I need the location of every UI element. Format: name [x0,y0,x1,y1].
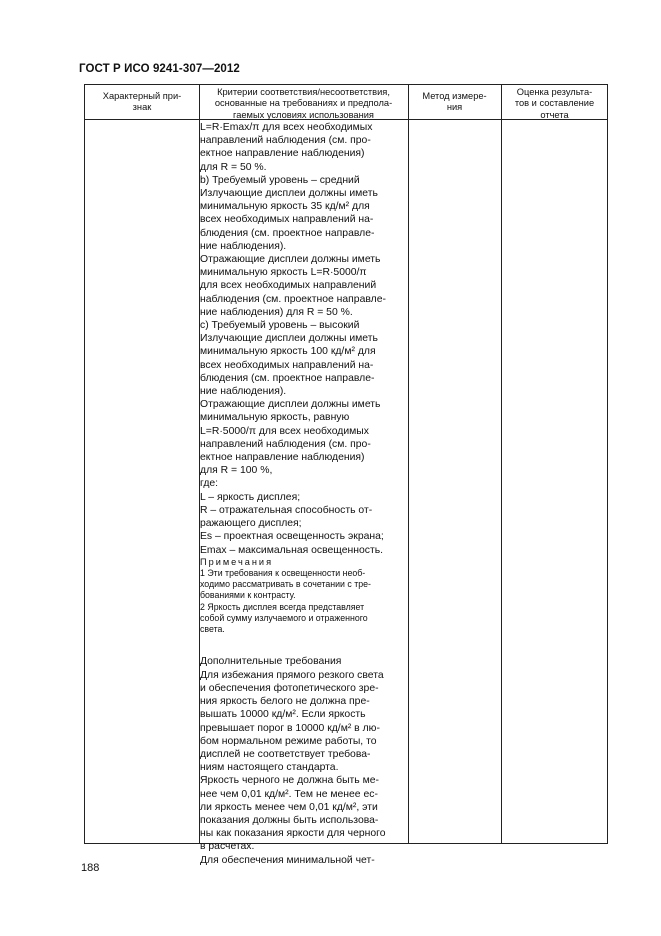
criteria-line: где: [200,478,219,490]
note-line: собой сумму излучаемого и отраженного [200,612,368,623]
criteria-line: для R = 50 %. [200,161,267,173]
column-header-criteria: Критерии соответствия/несоответствия, основанные на требованиях и предпола- гаемых условиях использования [214,87,393,120]
column-header-method: Метод измере- ния [422,91,487,113]
column-header-assessment: Оценка результа- тов и составление отчета [514,87,595,120]
criteria-line: L – яркость дисплея; [200,491,301,503]
criteria-line: Es – проектная освещенность экрана; [200,531,384,543]
criteria-line: направлений наблюдения (см. про- [200,135,371,147]
additional-line: превышает порог в 10000 кд/м² в лю- [200,722,380,734]
criteria-line: всех необходимых направлений на- [200,214,374,226]
criteria-line: минимальную яркость 35 кд/м² для [200,201,370,213]
additional-line: показания должны быть использова- [200,814,379,826]
criteria-line: наблюдения (см. проектное направле- [200,293,386,305]
criteria-lines [200,121,400,557]
note-line: 1 Эти требования к освещенности необ- [200,567,366,578]
criteria-line: блюдения (см. проектное направле- [200,227,375,239]
criteria-line: для R = 100 %, [200,465,273,477]
document-header: ГОСТ Р ИСО 9241-307—2012 [79,63,240,75]
note-line: света. [200,624,225,635]
criteria-line: ражающего дисплея; [200,518,302,530]
additional-line: бом нормальном режиме работы, то [200,735,377,747]
additional-line: Для избежания прямого резкого света [200,669,384,681]
criteria-line: минимальную яркость L=R·5000/π [200,267,367,279]
additional-line: ния яркость белого не должна пре- [200,696,370,708]
additional-line: Дополнительные требования [200,656,342,668]
criteria-line: Отражающие дисплеи должны иметь [200,399,381,411]
additional-requirements [200,655,400,866]
additional-line: дисплей не соответствует требова- [200,748,371,760]
column-divider [501,85,502,843]
criteria-line: Emax – максимальная освещенность. [200,544,384,556]
notes-title: Примечания [200,556,274,567]
additional-line: Для обеспечения минимальной чет- [200,854,375,866]
criteria-line: b) Требуемый уровень – средний [200,174,360,186]
criteria-line: для всех необходимых направлений [200,280,377,292]
column-header-feature: Характерный при- знак [102,91,182,113]
criteria-line: минимальную яркость, равную [200,412,350,424]
criteria-line: направлений наблюдения (см. про- [200,438,371,450]
criteria-line: L=R·Emax/π для всех необходимых [200,122,373,133]
additional-line: Яркость черного не должна быть ме- [200,775,379,787]
criteria-line: блюдения (см. проектное направле- [200,372,375,384]
page-number: 188 [81,862,100,874]
note-line: бованиями к контрасту. [200,590,296,601]
criteria-line: c) Требуемый уровень – высокий [200,320,360,332]
notes-lines [200,568,400,636]
criteria-line: Излучающие дисплеи должны иметь [200,188,378,200]
note-line: ходимо рассматривать в сочетании с тре- [200,579,371,589]
criteria-line: ектное направление наблюдения) [200,148,365,160]
criteria-line: ектное направление наблюдения) [200,452,365,464]
note-line: 2 Яркость дисплея всегда представляет [200,601,365,612]
criteria-table [84,84,608,866]
additional-line: ниям настоящего стандарта. [200,762,339,774]
additional-line: вышать 10000 кд/м². Если яркость [200,709,366,721]
criteria-line: Отражающие дисплеи должны иметь [200,254,381,266]
criteria-line: Излучающие дисплеи должны иметь [200,333,378,345]
column-divider [408,85,409,843]
criteria-cell [200,121,400,867]
criteria-line: всех необходимых направлений на- [200,359,374,371]
additional-line: ли яркость менее чем 0,01 кд/м², эти [200,801,378,813]
criteria-line: L=R·5000/π для всех необходимых [200,425,369,437]
criteria-line: R – отражательная способность от- [200,504,373,516]
criteria-line: минимальную яркость 100 кд/м² для [200,346,376,358]
additional-line: и обеспечения фотопетического зре- [200,682,379,694]
additional-line: в расчетах. [200,841,255,853]
additional-line: нее чем 0,01 кд/м². Тем не менее ес- [200,788,378,800]
criteria-line: ние наблюдения) для R = 50 %. [200,306,353,318]
criteria-line: ние наблюдения). [200,240,287,252]
additional-line: ны как показания яркости для черного [200,828,386,840]
criteria-line: ние наблюдения). [200,386,287,398]
